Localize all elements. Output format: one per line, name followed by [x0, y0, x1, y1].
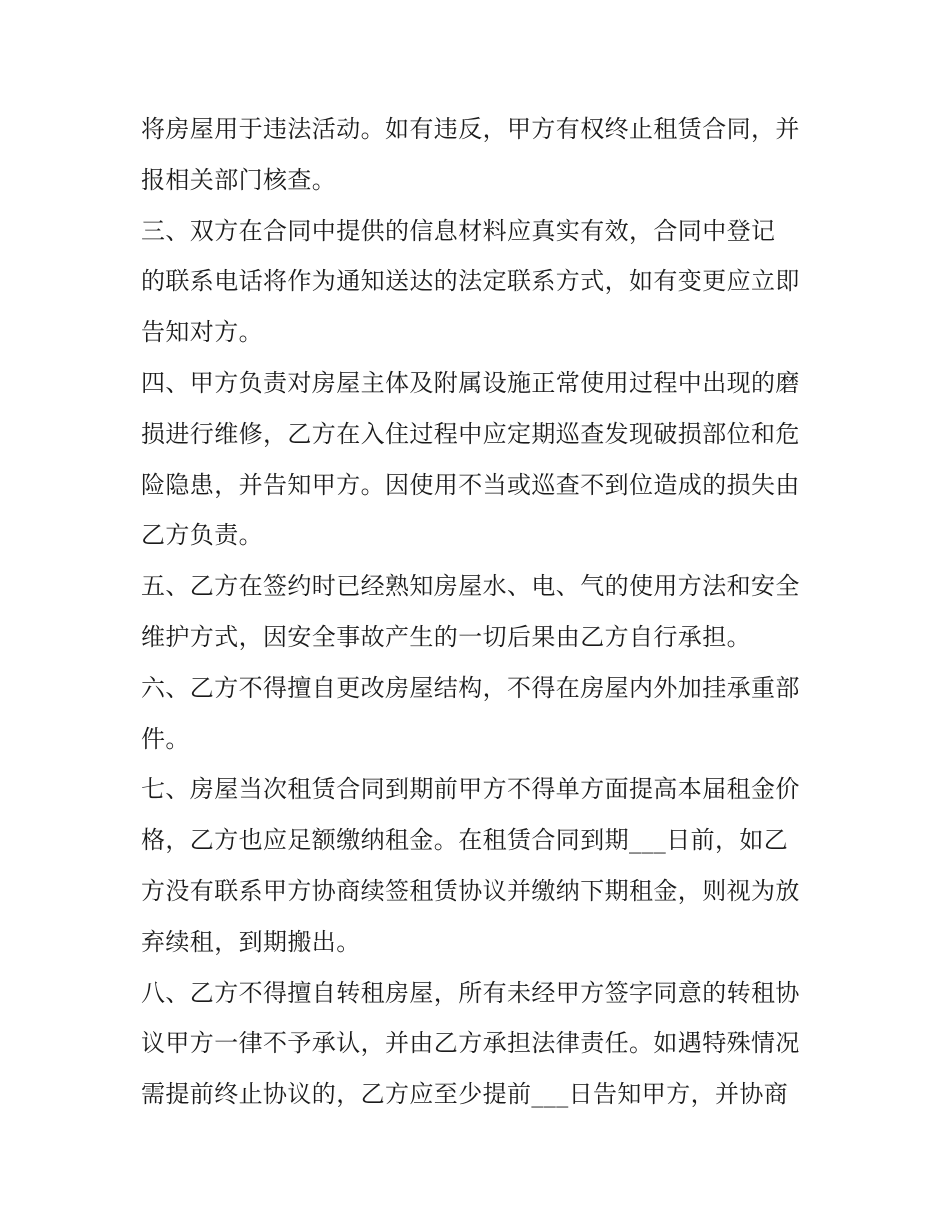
text-line: 乙方负责。 [141, 521, 263, 550]
text-line: 件。 [141, 724, 190, 753]
text-line: 三、双方在合同中提供的信息材料应真实有效，合同中登记 [141, 216, 776, 245]
text-line: 弃续租，到期搬出。 [141, 927, 361, 956]
text-line: 险隐患，并告知甲方。因使用不当或巡查不到位造成的损失由 [141, 470, 800, 499]
text-line: 四、甲方负责对房屋主体及附属设施正常使用过程中出现的磨 [141, 368, 800, 397]
text-line: 维护方式，因安全事故产生的一切后果由乙方自行承担。 [141, 622, 751, 651]
text-line: 方没有联系甲方协商续签租赁协议并缴纳下期租金，则视为放 [141, 876, 800, 905]
text-line: 六、乙方不得擅自更改房屋结构，不得在房屋内外加挂承重部 [141, 673, 800, 702]
text-line: 格，乙方也应足额缴纳租金。在租赁合同到期___日前，如乙 [141, 826, 789, 855]
text-line: 告知对方。 [141, 318, 263, 347]
text-line: 的联系电话将作为通知送达的法定联系方式，如有变更应立即 [141, 267, 800, 296]
text-line: 报相关部门核查。 [141, 165, 337, 194]
text-line: 议甲方一律不予承认，并由乙方承担法律责任。如遇特殊情况 [141, 1029, 800, 1058]
text-line: 八、乙方不得擅自转租房屋，所有未经甲方签字同意的转租协 [141, 978, 800, 1007]
text-line: 五、乙方在签约时已经熟知房屋水、电、气的使用方法和安全 [141, 572, 800, 601]
text-line: 七、房屋当次租赁合同到期前甲方不得单方面提高本届租金价 [141, 775, 800, 804]
text-line: 将房屋用于违法活动。如有违反，甲方有权终止租赁合同，并 [141, 115, 800, 143]
text-line: 损进行维修，乙方在入住过程中应定期巡查发现破损部位和危 [141, 419, 800, 448]
contract-text-body [141, 104, 821, 1120]
text-line: 需提前终止协议的，乙方应至少提前___日告知甲方，并协商 [141, 1080, 789, 1109]
